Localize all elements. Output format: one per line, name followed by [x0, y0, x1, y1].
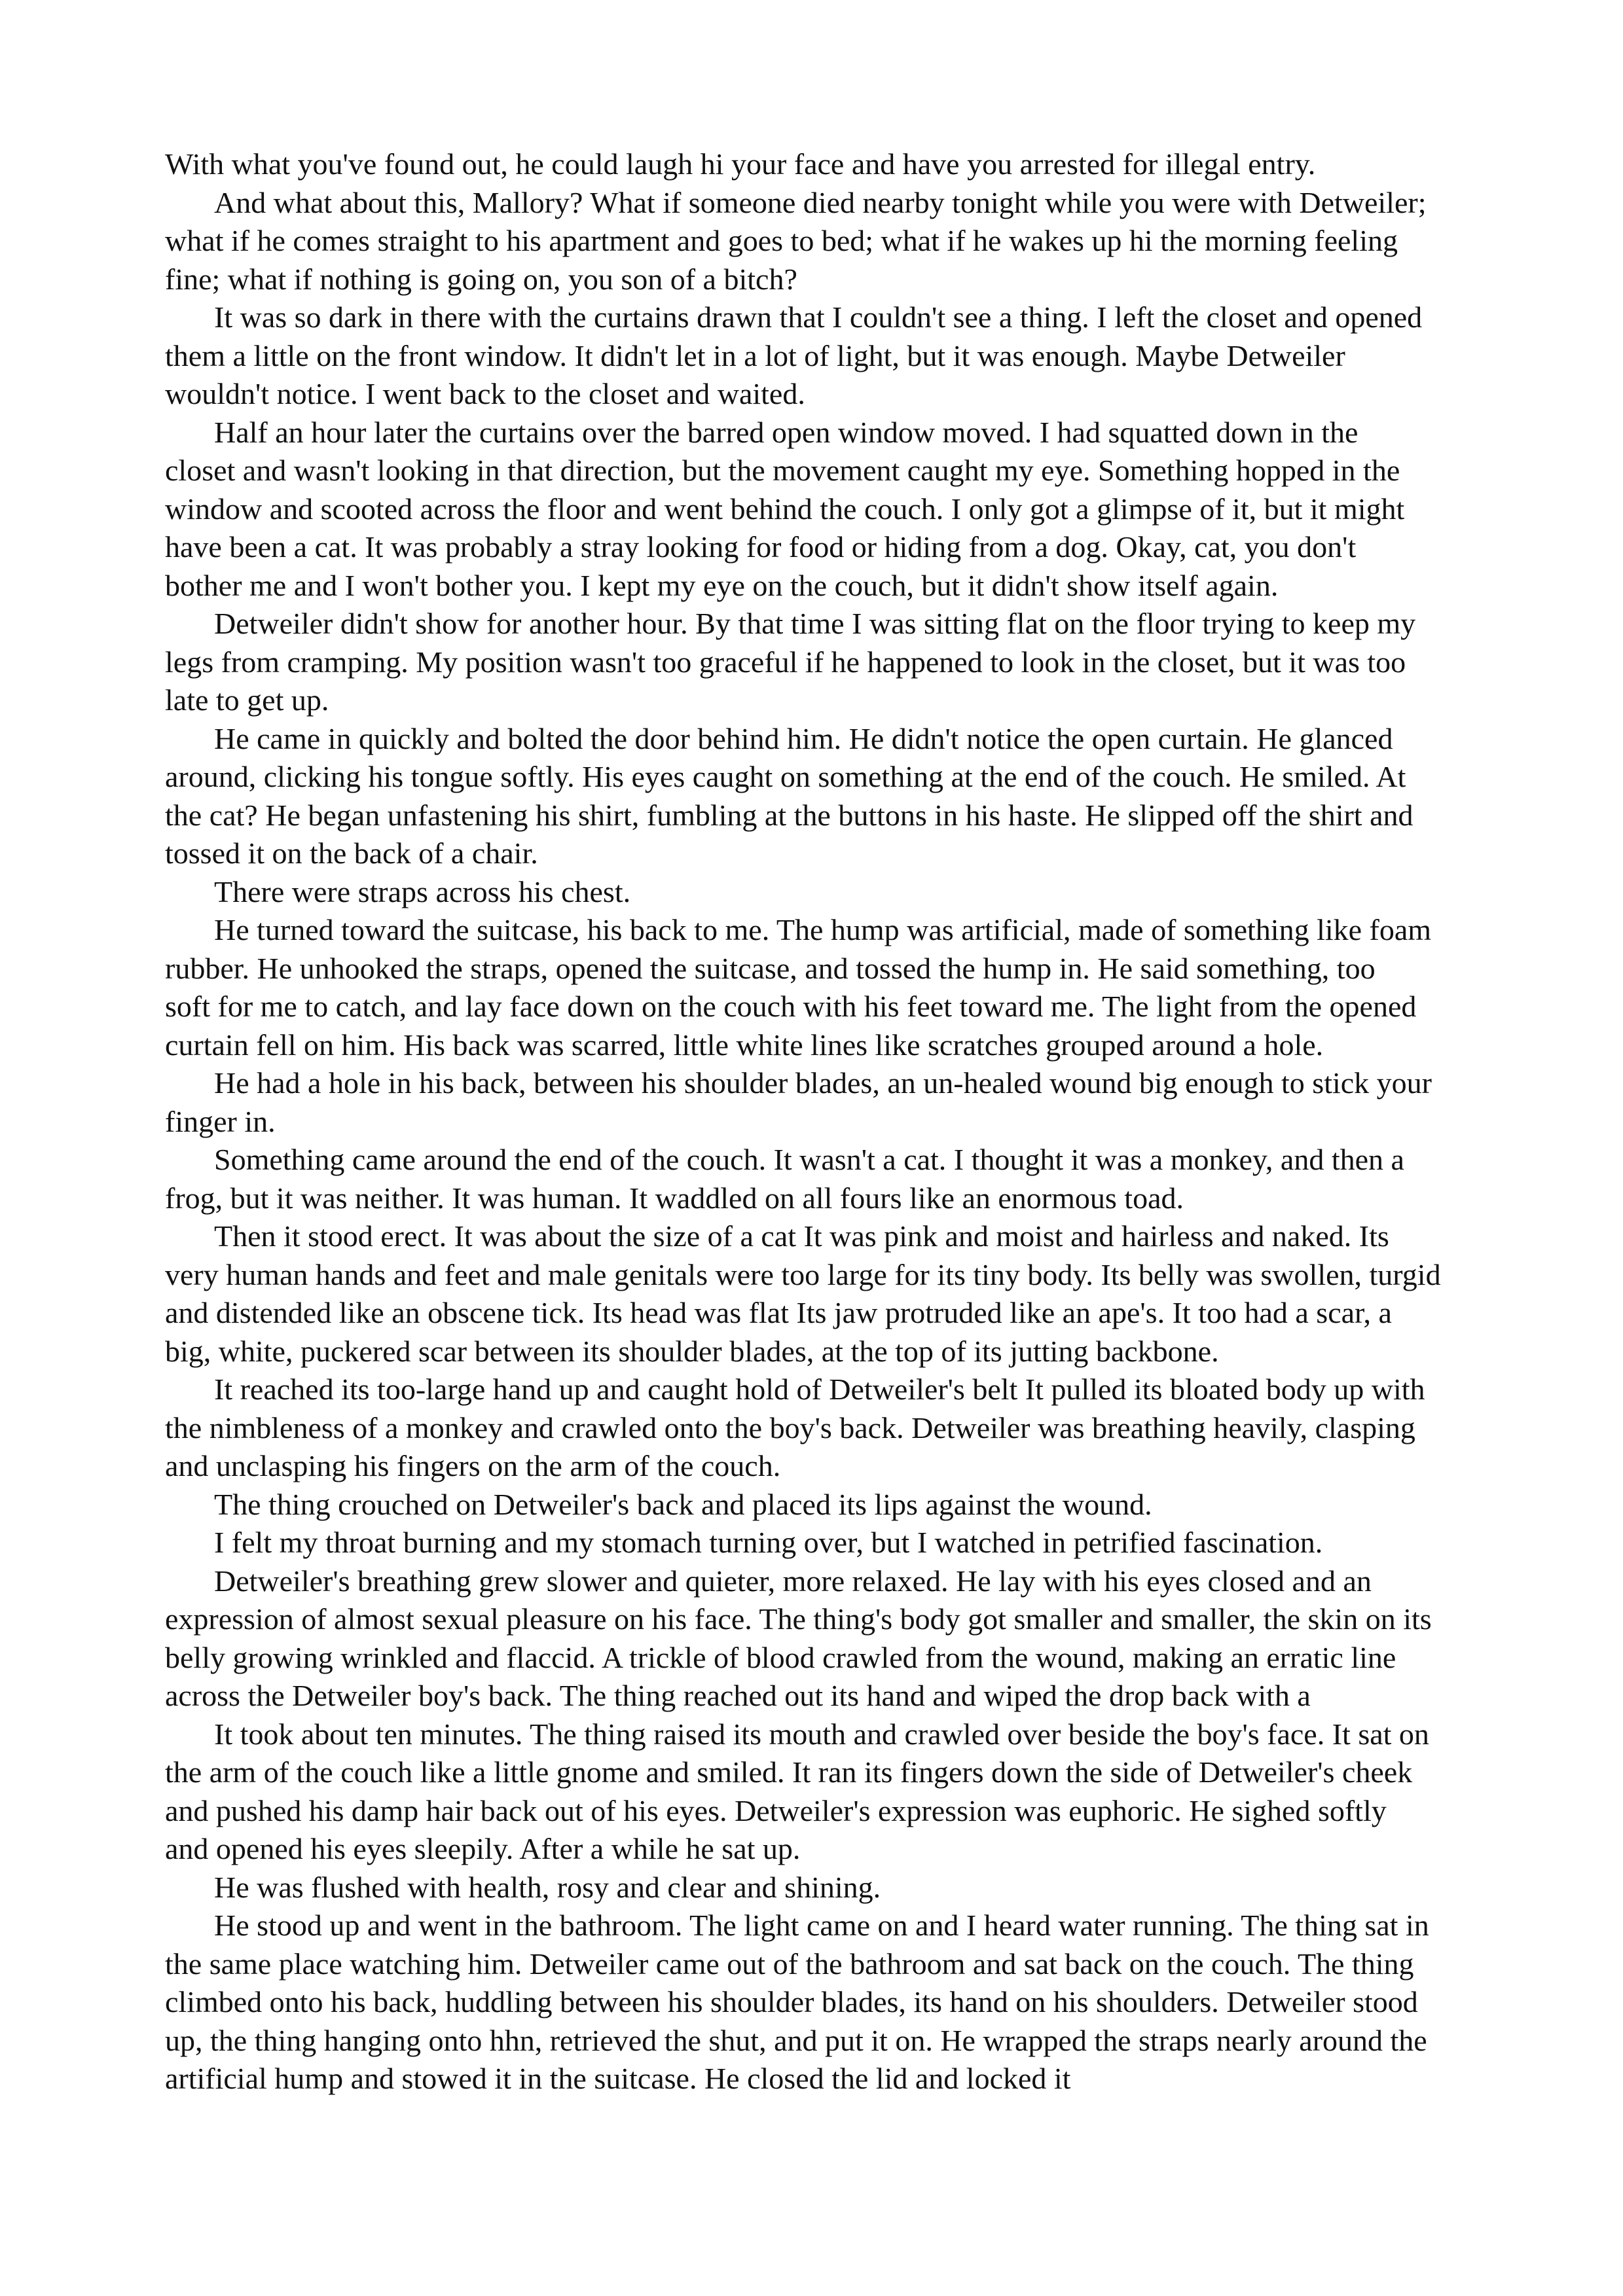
body-text — [165, 145, 1514, 2098]
text-line: bother me and I won't bother you. I kept my eye on the couch, but it didn't show itself again. — [165, 568, 1279, 602]
text-line: He came in quickly and bolted the door behind him. He didn't notice the open curtain. He glanced — [214, 721, 1393, 755]
text-line: the cat? He began unfastening his shirt, fumbling at the buttons in his haste. He slipped off the shirt and — [165, 798, 1413, 832]
text-line: tossed it on the back of a chair. — [165, 836, 538, 870]
paragraph — [165, 873, 1514, 912]
paragraph — [165, 298, 1514, 414]
text-line: finger in. — [165, 1104, 276, 1138]
text-line: expression of almost sexual pleasure on his face. The thing's body got smaller and smaller, the skin on its — [165, 1602, 1432, 1636]
text-line: It took about ten minutes. The thing raised its mouth and crawled over beside the boy's face. It sat on — [214, 1717, 1429, 1751]
paragraph — [165, 1715, 1514, 1869]
text-line: soft for me to catch, and lay face down on the couch with his feet toward me. The light from the opened — [165, 990, 1417, 1023]
text-line: big, white, puckered scar between its shoulder blades, at the top of its jutting backbone. — [165, 1334, 1219, 1368]
paragraph — [165, 1217, 1514, 1371]
paragraph — [165, 1907, 1514, 2098]
text-line: legs from cramping. My position wasn't too graceful if he happened to look in the closet, but it was too — [165, 645, 1406, 679]
text-line: It was so dark in there with the curtains drawn that I couldn't see a thing. I left the closet and opened — [214, 300, 1423, 334]
text-line: Half an hour later the curtains over the barred open window moved. I had squatted down in the — [214, 415, 1359, 449]
text-line: He was flushed with health, rosy and clear and shining. — [214, 1870, 881, 1904]
text-line: He stood up and went in the bathroom. The light came on and I heard water running. The thing sat in — [214, 1909, 1429, 1942]
paragraph — [165, 1486, 1514, 1524]
text-line: have been a cat. It was probably a stray looking for food or hiding from a dog. Okay, cat, you don't — [165, 530, 1357, 564]
text-line: window and scooted across the floor and went behind the couch. I only got a glimpse of it, but it might — [165, 492, 1405, 526]
text-line: belly growing wrinkled and flaccid. A trickle of blood crawled from the wound, making an erratic line — [165, 1640, 1396, 1674]
paragraph — [165, 1562, 1514, 1715]
text-line: and opened his eyes sleepily. After a while he sat up. — [165, 1832, 801, 1865]
text-line: He turned toward the suitcase, his back to me. The hump was artificial, made of something like foam — [214, 913, 1432, 946]
paragraph — [165, 184, 1514, 299]
text-line: across the Detweiler boy's back. The thing reached out its hand and wiped the drop back with a — [165, 1679, 1311, 1712]
text-line: up, the thing hanging onto hhn, retrieved the shut, and put it on. He wrapped the straps nearly around the — [165, 2023, 1427, 2057]
text-line: them a little on the front window. It didn't let in a lot of light, but it was enough. Maybe Detweiler — [165, 338, 1345, 372]
text-line: Detweiler didn't show for another hour. By that time I was sitting flat on the floor trying to keep my — [214, 607, 1416, 640]
text-line: Detweiler's breathing grew slower and quieter, more relaxed. He lay with his eyes closed and an — [214, 1564, 1372, 1598]
text-line: There were straps across his chest. — [214, 874, 631, 908]
text-line: late to get up. — [165, 683, 329, 717]
text-line: the same place watching him. Detweiler came out of the bathroom and sat back on the couch. The thing — [165, 1946, 1414, 1981]
paragraph — [165, 1524, 1514, 1562]
paragraph — [165, 911, 1514, 1064]
text-line: the nimbleness of a monkey and crawled onto the boy's back. Detweiler was breathing heavily, clasping — [165, 1410, 1415, 1444]
paragraph — [165, 720, 1514, 873]
text-line: what if he comes straight to his apartment and goes to bed; what if he wakes up hi the morning feeling — [165, 224, 1398, 257]
text-line: artificial hump and stowed it in the suitcase. He closed the lid and locked it — [165, 2062, 1071, 2095]
text-line: I felt my throat burning and my stomach turning over, but I watched in petrified fascination. — [214, 1526, 1323, 1559]
paragraph — [165, 1141, 1514, 1217]
text-line: and pushed his damp hair back out of his eyes. Detweiler's expression was euphoric. He sighed softly — [165, 1793, 1387, 1827]
text-line: climbed onto his back, huddling between his shoulder blades, its hand on his shoulders. Detweiler stood — [165, 1985, 1418, 2018]
text-line: wouldn't notice. I went back to the closet and waited. — [165, 377, 805, 410]
text-line: Something came around the end of the couch. It wasn't a cat. I thought it was a monkey, and then a — [214, 1143, 1404, 1176]
text-line: The thing crouched on Detweiler's back and placed its lips against the wound. — [214, 1487, 1152, 1521]
text-line: very human hands and feet and male genitals were too large for its tiny body. Its belly was swollen, turgid — [165, 1257, 1441, 1291]
text-line: And what about this, Mallory? What if someone died nearby tonight while you were with Detweiler; — [214, 185, 1427, 219]
text-line: curtain fell on him. His back was scarred, little white lines like scratches grouped around a hole. — [165, 1028, 1324, 1062]
paragraph — [165, 605, 1514, 720]
paragraph — [165, 1064, 1514, 1141]
text-line: He had a hole in his back, between his shoulder blades, an un-healed wound big enough to stick your — [214, 1066, 1432, 1100]
paragraph — [165, 1869, 1514, 1907]
paragraph — [165, 145, 1514, 184]
text-line: and unclasping his fingers on the arm of the couch. — [165, 1449, 781, 1482]
text-line: frog, but it was neither. It was human. It waddled on all fours like an enormous toad. — [165, 1181, 1184, 1215]
text-line: closet and wasn't looking in that direction, but the movement caught my eye. Something hopped in the — [165, 454, 1400, 487]
text-line: It reached its too-large hand up and caught hold of Detweiler's belt It pulled its bloated body up with — [214, 1372, 1425, 1406]
text-line: fine; what if nothing is going on, you son of a bitch? — [165, 262, 797, 296]
text-line: Then it stood erect. It was about the size of a cat It was pink and moist and hairless and naked. Its — [214, 1219, 1389, 1253]
text-line: With what you've found out, he could laugh hi your face and have you arrested for illegal entry. — [165, 147, 1316, 181]
paragraph — [165, 1371, 1514, 1486]
paragraph — [165, 414, 1514, 605]
text-line: around, clicking his tongue softly. His eyes caught on something at the end of the couch. He smiled. At — [165, 760, 1406, 793]
text-line: rubber. He unhooked the straps, opened the suitcase, and tossed the hump in. He said something, too — [165, 951, 1376, 985]
text-line: and distended like an obscene tick. Its head was flat Its jaw protruded like an ape's. It too had a scar, a — [165, 1296, 1392, 1329]
text-line: the arm of the couch like a little gnome and smiled. It ran its fingers down the side of Detweiler's cheek — [165, 1755, 1413, 1789]
